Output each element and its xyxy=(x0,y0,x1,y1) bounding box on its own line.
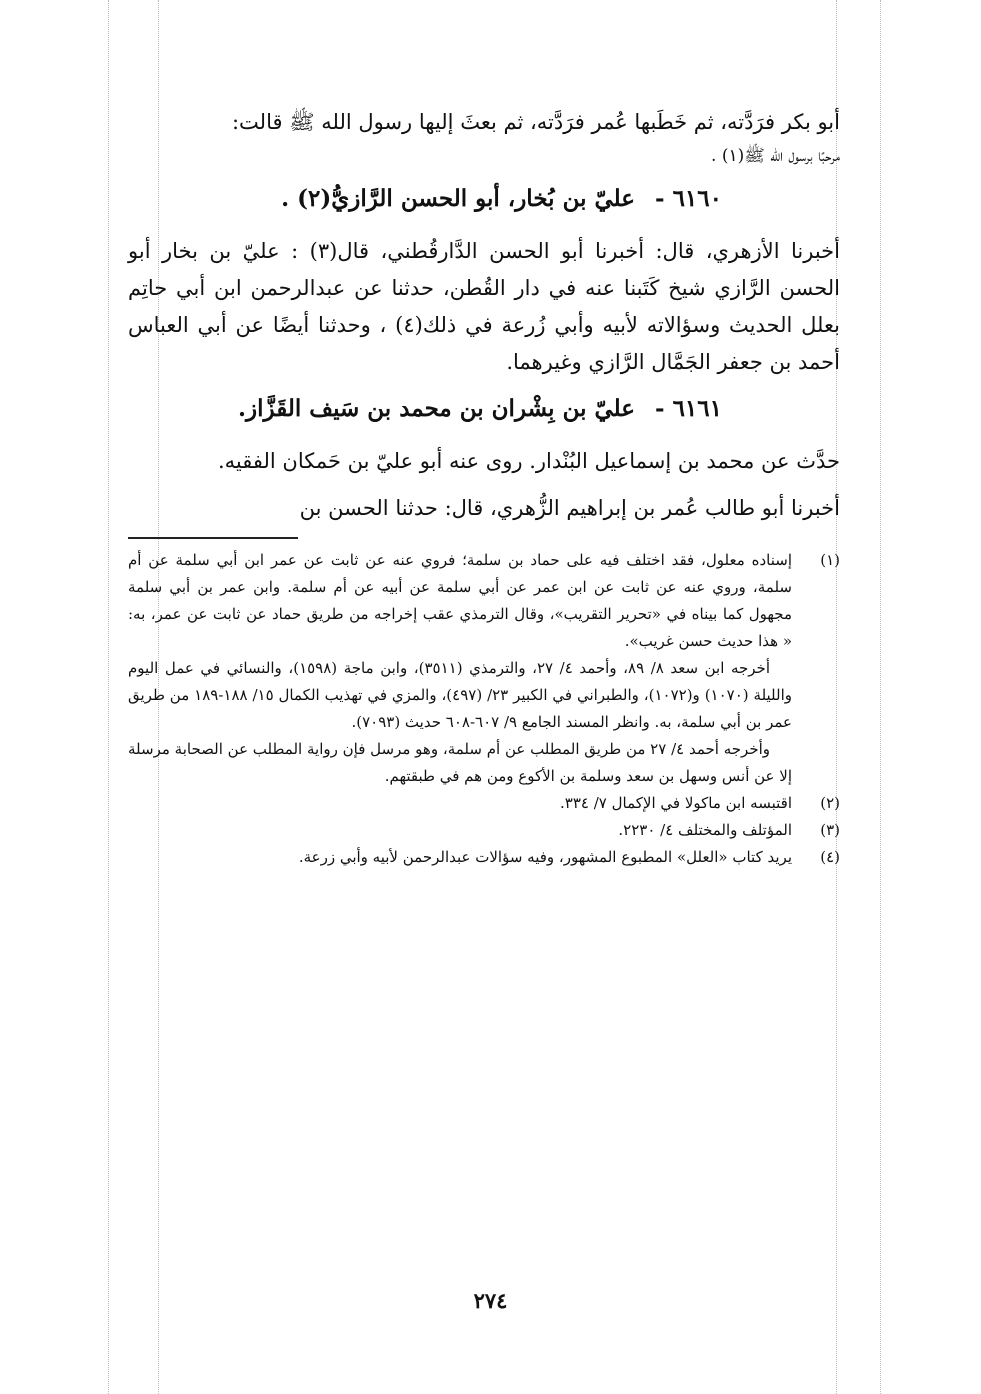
footnote-body xyxy=(128,547,792,790)
entry-number: ٦١٦١ - xyxy=(655,395,722,422)
paragraph-1-end: مرحبًا برسول الله ﷺ(١) . xyxy=(711,146,840,166)
paragraph-1: أبو بكر فرَدَّته، ثم خَطَبها عُمر فرَدَّته، ثم بعثَ إليها رسول الله ﷺ قالت: xyxy=(231,110,840,134)
footnote-body xyxy=(128,790,792,817)
footnote-body xyxy=(128,817,792,844)
footnote-4 xyxy=(128,844,840,871)
paragraph-3: حدَّث عن محمد بن إسماعيل البُنْدار. روى عنه أبو عليّ بن حَمكان الفقيه. xyxy=(218,449,840,473)
scan-line xyxy=(880,0,881,1394)
footnote-body xyxy=(128,844,792,871)
entry-number: ٦١٦٠ - xyxy=(655,185,722,212)
footnote-1-paragraph-1: إسناده معلول، فقد اختلف فيه على حماد بن سلمة؛ فروي عنه عن ثابت عن عمر ابن أبي سلمة عن أم سلمة، وروي عنه عن ثابت عن ابن عمر عن أبي سلمة عن أبيه عن أم سلمة. وابن عمر بن أبي سلمة مجهول كما بيناه في «تحرير التقريب»، وقال الترمذي عقب إخراجه من طريق حماد عن ثابت عن عمر، به: « هذا حديث حسن غريب». xyxy=(128,551,792,650)
footnote-number: (٣) xyxy=(820,821,840,839)
footnotes xyxy=(128,547,840,871)
scan-line xyxy=(108,0,109,1394)
entry-heading-6161 xyxy=(128,389,840,429)
footnote-3-text: المؤتلف والمختلف ٤/ ٢٢٣٠. xyxy=(618,821,792,839)
paragraph-2: أخبرنا الأزهري، قال: أخبرنا أبو الحسن الدَّارقُطني، قال(٣) : عليّ بن بخار أبو الحسن الرَّازي شيخ كَتَبنا عنه في دار القُطن، حدثنا عن عبدالرحمن ابن أبي حاتِم بعلل الحديث وسؤالاته لأبيه وأبي زُرعة في ذلك(٤) ، وحدثنا أيضًا عن أبي العباس أحمد بن جعفر الجَمَّال الرَّازي وغيرهما. xyxy=(128,239,840,374)
footnote-1-paragraph-3: وأخرجه أحمد ٤/ ٢٧ من طريق المطلب عن أم سلمة، وهو مرسل فإن رواية المطلب عن الصحابة مرسلة إلا عن أنس وسهل بن سعد وسلمة بن الأكوع ومن هم في طبقتهم. xyxy=(128,740,792,785)
footnote-number: (١) xyxy=(820,551,840,569)
entry-name: عليّ بن بِشْران بن محمد بن سَيف القَزَّاز. xyxy=(238,395,635,422)
footnote-2 xyxy=(128,790,840,817)
entry-heading-6160 xyxy=(128,179,840,219)
page-number: ٢٧٤ xyxy=(473,1288,508,1313)
footnote-1 xyxy=(128,547,840,790)
paragraph-4: أخبرنا أبو طالب عُمر بن إبراهيم الزُّهري، قال: حدثنا الحسن بن xyxy=(299,496,840,520)
main-text xyxy=(128,104,840,527)
page-body xyxy=(128,104,840,871)
entry-name: عليّ بن بُخار، أبو الحسن الرَّازيُّ(٢) . xyxy=(281,185,635,212)
footnote-1-paragraph-2: أخرجه ابن سعد ٨/ ٨٩، وأحمد ٤/ ٢٧، والترمذي (٣٥١١)، وابن ماجة (١٥٩٨)، والنسائي في عمل اليوم والليلة (١٠٧٠) و(١٠٧٢)، والطبراني في الكبير ٢٣/ (٤٩٧)، والمزي في تهذيب الكمال ١٥/ ١٨٨-١٨٩ من طريق عمر بن أبي سلمة، به. وانظر المسند الجامع ٩/ ٦٠٧-٦٠٨ حديث (٧٠٩٣). xyxy=(128,659,793,731)
footnote-4-text: يريد كتاب «العلل» المطبوع المشهور، وفيه سؤالات عبدالرحمن لأبيه وأبي زرعة. xyxy=(298,848,792,866)
footnote-number: (٤) xyxy=(820,848,840,866)
footnote-number: (٢) xyxy=(820,794,840,812)
footnote-2-text: اقتبسه ابن ماكولا في الإكمال ٧/ ٣٣٤. xyxy=(560,794,792,812)
spacer xyxy=(128,480,840,490)
footnote-separator xyxy=(128,537,298,539)
footnote-3 xyxy=(128,817,840,844)
